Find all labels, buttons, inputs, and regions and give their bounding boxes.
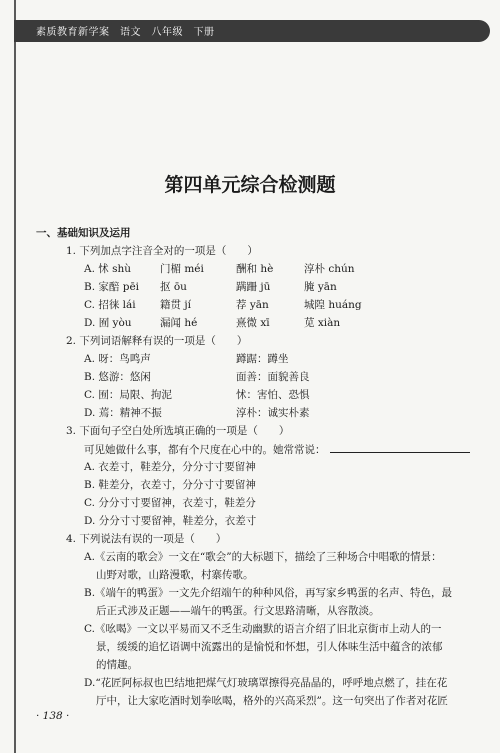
q4-line: 厅中，让大家吃酒时划拳吆喝，格外的兴高采烈”。这一句突出了作者对花匠	[96, 695, 448, 707]
q1-d-4: 苋 xiàn	[304, 317, 341, 329]
q2-option-d	[84, 406, 310, 420]
page-number: · 138 ·	[36, 710, 70, 722]
q1-a-4: 淳朴 chún	[304, 263, 355, 275]
q2-c-2: 怵：害怕、恐惧	[236, 389, 310, 401]
q1-d-2: 漏闻 hé	[160, 317, 198, 329]
q1-option-b	[84, 280, 337, 294]
q4-line: 景，缓缓的追忆语调中流露出的是愉悦和怀想，引人体味生活中蕴含的浓郁	[96, 641, 443, 653]
q4-line: A.《云南的歌会》一文在“歌会”的大标题下，描绘了三种场合中唱歌的情景：	[84, 551, 442, 563]
q1-d-1: D. 囿 yòu	[84, 317, 132, 329]
q1-a-3: 酬和 hè	[236, 263, 274, 275]
q4-line: B.《端午的鸭蛋》一文先介绍端午的种种风俗，再写家乡鸭蛋的名声、特色，最	[84, 587, 453, 599]
q1-b-4: 腌 yān	[304, 281, 337, 293]
q3-answer-blank	[330, 442, 470, 453]
q2-option-a	[84, 352, 289, 366]
q1-c-2: 籍贯 jí	[160, 299, 191, 311]
q4-line: 山野对歌，山路漫歌，村寨传歌。	[96, 569, 254, 581]
q3-sentence	[84, 442, 470, 457]
q1-stem: 1. 下列加点字注音全对的一项是（ ）	[66, 245, 258, 257]
q2-option-c	[84, 388, 310, 402]
q1-c-4: 城隍 huáng	[304, 299, 362, 311]
q2-b-2: 面善：面貌善良	[236, 371, 310, 383]
q1-option-d	[84, 316, 340, 330]
q2-d-2: 淳朴：诚实朴素	[236, 407, 310, 419]
left-margin-rule	[14, 0, 16, 753]
q2-a-2: 蹲踞：蹲坐	[236, 353, 289, 365]
q1-c-3: 荐 yān	[236, 299, 269, 311]
q1-option-c	[84, 298, 362, 312]
running-header: 素质教育新学案 语文 八年级 下册	[36, 27, 215, 38]
section-heading: 一、基础知识及运用	[36, 227, 131, 239]
q4-stem: 4. 下列说法有误的一项是（ ）	[66, 533, 227, 545]
q3-stem: 3. 下面句子空白处所选填正确的一项是（ ）	[66, 425, 290, 437]
q1-c-1: C. 招徕 lái	[84, 299, 136, 311]
q4-line: C.《吆喝》一文以平易而又不乏生动幽默的语言介绍了旧北京街市上动人的一	[84, 623, 442, 635]
q3-option-b: B. 鞋差分，衣差寸，分分寸寸要留神	[84, 479, 256, 491]
q1-a-2: 门楣 méi	[160, 263, 204, 275]
q4-line: D.“花匠阿标叔也巴结地把煤气灯玻璃罩擦得亮晶晶的，呼呼地点燃了，挂在花	[84, 677, 448, 689]
page-title: 第四单元综合检测题	[164, 174, 336, 196]
q2-a-1: A. 呀：鸟鸣声	[84, 353, 151, 365]
q3-option-c: C. 分分寸寸要留神，衣差寸，鞋差分	[84, 497, 256, 509]
q4-line: 的情趣。	[96, 659, 138, 671]
q3-sentence-text: 可见她做什么事，都有个尺度在心中的。她常常说：	[84, 444, 326, 456]
q1-option-a	[84, 262, 355, 276]
q4-line: 后正式涉及正题——端午的鸭蛋。行文思路清晰，从容散淡。	[96, 605, 380, 617]
q3-option-d: D. 分分寸寸要留神，鞋差分，衣差寸	[84, 515, 257, 527]
q2-c-1: C. 囿：局限、拘泥	[84, 389, 172, 401]
q2-stem: 2. 下列词语解释有误的一项是（ ）	[66, 335, 248, 347]
q1-b-1: B. 家醅 pēi	[84, 281, 140, 293]
q1-a-1: A. 怵 shù	[84, 263, 132, 275]
q1-b-2: 抠 ōu	[160, 281, 187, 293]
q2-d-1: D. 蔫：精神不振	[84, 407, 162, 419]
q1-b-3: 蹒跚 jū	[236, 281, 271, 293]
q1-d-3: 熹微 xī	[236, 317, 270, 329]
q2-b-1: B. 悠游：悠闲	[84, 371, 151, 383]
q2-option-b	[84, 370, 310, 384]
q3-option-a: A. 衣差寸，鞋差分，分分寸寸要留神	[84, 461, 256, 473]
